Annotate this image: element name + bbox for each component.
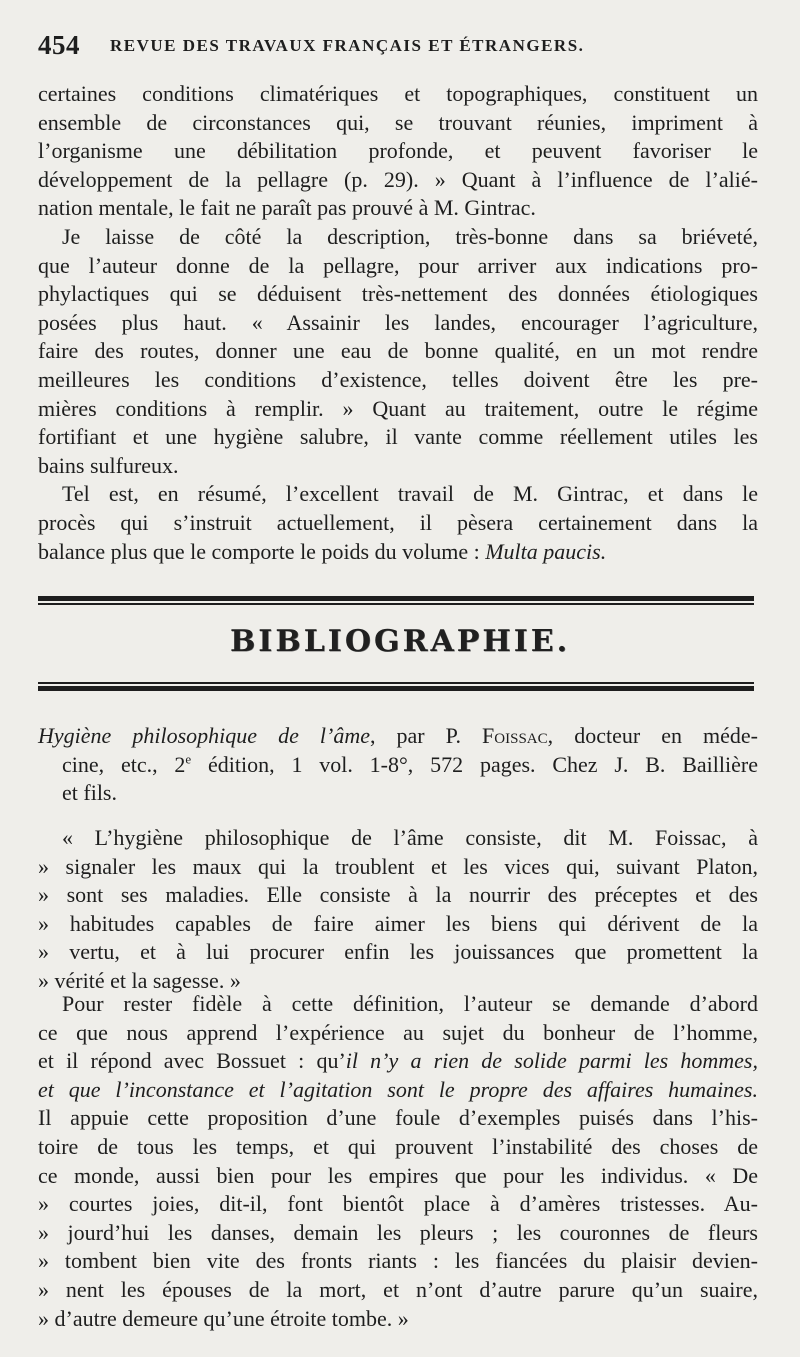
page-header [38, 30, 758, 64]
section-rule-bottom-thin [38, 682, 754, 684]
text-line: certaines conditions climatériques et topographiques, constituent un [38, 81, 758, 106]
text-line: » courtes joies, dit-il, font bientôt place à d’amères tristesses. Au- [38, 1191, 758, 1217]
quotation [38, 824, 758, 996]
paragraph-summary [38, 480, 758, 566]
book-title: Hygiène philosophique de l’âme [38, 723, 370, 748]
citation-line [38, 751, 758, 780]
paragraph-bossuet [38, 990, 758, 1333]
running-title: REVUE DES TRAVAUX FRANÇAIS ET ÉTRANGERS. [110, 35, 585, 55]
text-line: » nent les épouses de la mort, et n’ont d’autre parure qu’un suaire, [38, 1276, 758, 1302]
text-line: Je laisse de côté la description, très-bonne dans sa briéveté, [62, 223, 758, 249]
review-text [38, 80, 758, 566]
section-rule-bottom [38, 686, 754, 691]
text-line: ce monde, aussi bien pour les empires que pour les individus. « De [38, 1162, 758, 1188]
text-line: faire des routes, donner une eau de bonne qualité, en un mot rendre [38, 338, 758, 364]
paragraph-climate [38, 80, 758, 223]
text-line: ce que nous apprend l’expérience au sujet du bonheur de l’homme, [38, 1019, 758, 1045]
text-line: procès qui s’instruit actuellement, il pèsera certainement dans la [38, 509, 758, 535]
text-line: Tel est, en résumé, l’excellent travail de M. Gintrac, et dans le [62, 481, 758, 507]
text-line [38, 1047, 758, 1076]
text-line: l’organisme une débilitation profonde, et peuvent favoriser le [38, 138, 758, 164]
text-line: » jourd’hui les danses, demain les pleurs ; les couronnes de fleurs [38, 1219, 758, 1245]
italic-phrase: il n’y a rien de solide parmi les hommes, [345, 1048, 758, 1074]
quote-line: « L’hygiène philosophique de l’âme consiste, dit M. Foissac, à [62, 825, 758, 850]
page-number: 454 [38, 30, 80, 60]
text-fragment: balance plus que le comporte le poids du volume : [38, 538, 486, 564]
quote-line: » habitudes capables de faire aimer les biens qui dérivent de la [38, 910, 758, 936]
text-line: bains sulfureux. [38, 452, 179, 478]
quote-line: » vérité et la sagesse. » [38, 967, 241, 993]
quote-line: » sont ses maladies. Elle consiste à la nourrir des préceptes et des [38, 882, 758, 908]
quote-line: » vertu, et à lui procurer enfin les jouissances que promettent la [38, 939, 758, 965]
text-line [38, 1076, 758, 1105]
text-fragment: , par P. [369, 723, 483, 748]
text-line: phylactiques qui se déduisent très-nettement des données étiologiques [38, 281, 758, 307]
italic-phrase: Multa paucis. [485, 538, 607, 564]
text-line [38, 538, 758, 567]
text-line: que l’auteur donne de la pellagre, pour arriver aux indications pro- [38, 252, 758, 278]
text-fragment: édition, 1 vol. 1-8°, 572 pages. Chez J. B. Baillière [191, 751, 758, 777]
text-line: posées plus haut. « Assainir les landes, encourager l’agriculture, [38, 309, 758, 335]
paragraph-prophylaxis [38, 223, 758, 480]
section-rule-top-thin [38, 603, 754, 605]
text-line: toire de tous les temps, et qui prouvent l’instabilité des choses de [38, 1133, 758, 1159]
text-line: Pour rester fidèle à cette définition, l’auteur se demande d’abord [62, 991, 758, 1016]
text-line: mières conditions à remplir. » Quant au traitement, outre le régime [38, 395, 758, 421]
text-line: nation mentale, le fait ne paraît pas prouvé à M. Gintrac. [38, 195, 536, 221]
bibliography-entry [38, 722, 758, 808]
quote-line: » signaler les maux qui la troublent et les vices qui, suivant Platon, [38, 853, 758, 879]
section-title: BIBLIOGRAPHIE. [229, 624, 571, 659]
author-name: Foissac [482, 723, 548, 748]
text-line: développement de la pellagre (p. 29). » Quant à l’influence de l’alié- [38, 166, 758, 192]
italic-phrase: et que l’inconstance et l’agitation sont le propre des affaires humaines. [38, 1076, 758, 1102]
text-line: fortifiant et une hygiène salubre, il vante comme réellement utiles les [38, 424, 758, 450]
text-fragment: et il répond avec Bossuet : qu’ [38, 1048, 346, 1074]
text-line: ensemble de circonstances qui, se trouvant réunies, impriment à [38, 109, 758, 135]
text-line: Il appuie cette proposition d’une foule d’exemples puisés dans l’his- [38, 1105, 758, 1131]
text-line: » tombent bien vite des fronts riants : les fiancées du plaisir devien- [38, 1248, 758, 1274]
section-rule-top [38, 596, 754, 601]
text-line: meilleures les conditions d’existence, telles doivent être les pre- [38, 366, 758, 392]
text-line: » d’autre demeure qu’une étroite tombe. » [38, 1305, 409, 1331]
citation-line [38, 722, 758, 751]
citation-line: et fils. [62, 780, 117, 806]
superscript: e [185, 751, 192, 767]
text-fragment: , docteur en méde- [547, 723, 759, 748]
text-fragment: cine, etc., 2 [62, 751, 186, 777]
